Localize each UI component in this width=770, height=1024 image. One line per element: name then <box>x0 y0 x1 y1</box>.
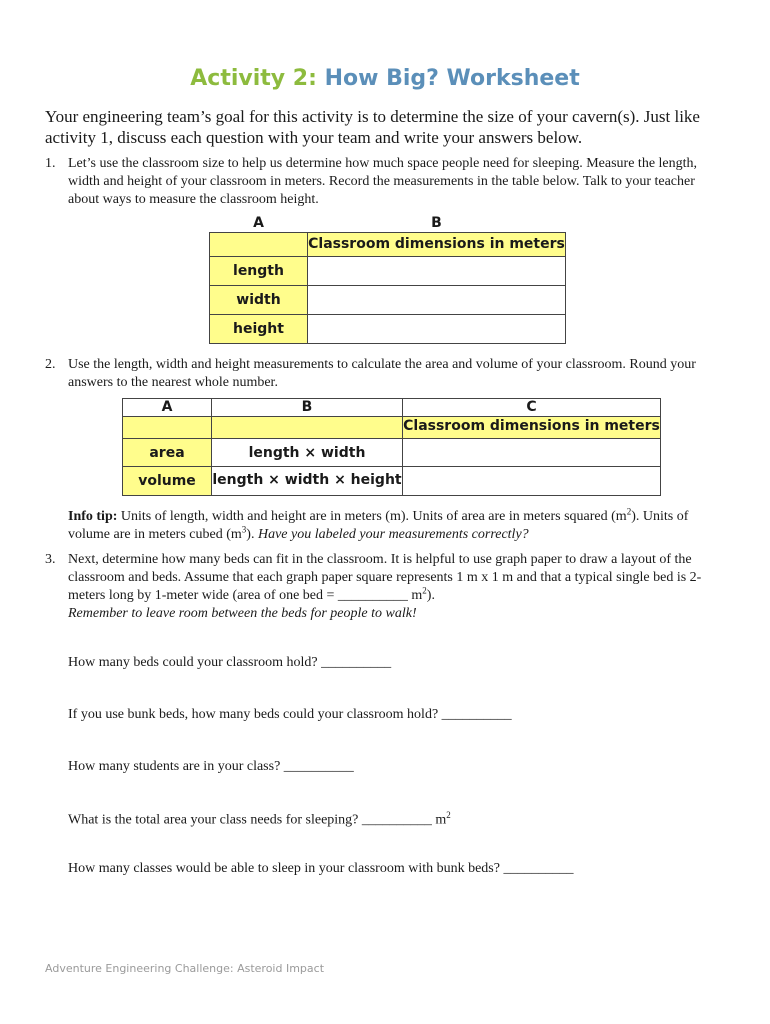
column-label-b: B <box>212 399 403 417</box>
question-3 <box>45 551 725 623</box>
question-number: 2. <box>45 357 56 372</box>
formula-volume: length × width × height <box>212 467 403 496</box>
answer-cell-volume[interactable] <box>403 467 661 496</box>
question-text: Let’s use the classroom size to help us determine how much space people need for sleeping. Measure the length, width and height of your classroom in meters. Record the measurements in the table below. Talk to your teacher about ways to measure the classroom height. <box>68 156 698 207</box>
header-cell-dimensions: Classroom dimensions in meters <box>403 417 661 439</box>
header-cell-empty <box>212 417 403 439</box>
question-classes[interactable]: How many classes would be able to sleep in your classroom with bunk beds? __________ <box>68 861 574 876</box>
question-students[interactable]: How many students are in your class? __________ <box>68 759 354 774</box>
question-text: Use the length, width and height measurements to calculate the area and volume of your classroom. Round your answers to the nearest whole number. <box>68 357 696 390</box>
formula-area: length × width <box>212 439 403 467</box>
question-total-area[interactable]: What is the total area your class needs for sleeping? __________ $m^2$ <box>68 810 451 828</box>
column-label-c: C <box>403 399 661 417</box>
page-footer: Adventure Engineering Challenge: Asteroid Impact <box>45 962 325 975</box>
info-tip: Info tip: Units of length, width and height are in meters (m). Units of area are in meters squared $(m^2)$. Units of volume are in meters cubed $(m^3)$. Have you labeled your measurements correctly? <box>68 506 689 542</box>
row-label-height: height <box>210 315 308 344</box>
title-activity-number: Activity 2: <box>190 66 317 91</box>
page-title <box>0 66 770 91</box>
header-cell-empty <box>123 417 212 439</box>
question-number: 1. <box>45 156 56 171</box>
row-label-width: width <box>210 286 308 315</box>
info-tip-reminder: Have you labeled your measurements correctly? <box>257 527 529 542</box>
question-2 <box>45 356 725 392</box>
answer-cell-length[interactable] <box>308 257 566 286</box>
row-label-volume: volume <box>123 467 212 496</box>
question-1 <box>45 155 725 209</box>
question-text: Next, determine how many beds can fit in the classroom. It is helpful to use graph paper to draw a layout of the classroom and beds. Assume that each graph paper square represents 1 m x 1 m and that a typical single bed is 2-meters long by 1-meter wide (area of one bed = __________ $m^2$). <box>68 552 702 603</box>
question-beds[interactable]: How many beds could your classroom hold? __________ <box>68 655 392 670</box>
answer-cell-height[interactable] <box>308 315 566 344</box>
dimensions-table <box>209 215 566 344</box>
question-reminder: Remember to leave room between the beds for people to walk! <box>68 606 417 621</box>
area-volume-table <box>122 398 661 496</box>
column-label-a: A <box>123 399 212 417</box>
column-label-a: A <box>253 215 264 231</box>
header-cell-dimensions: Classroom dimensions in meters <box>308 233 566 257</box>
header-cell-empty <box>210 233 308 257</box>
row-label-area: area <box>123 439 212 467</box>
title-worksheet-name: How Big? Worksheet <box>324 66 580 91</box>
info-tip-label: Info tip: <box>68 509 118 524</box>
row-label-length: length <box>210 257 308 286</box>
answer-cell-width[interactable] <box>308 286 566 315</box>
answer-cell-area[interactable] <box>403 439 661 467</box>
question-bunk-beds[interactable]: If you use bunk beds, how many beds could your classroom hold? __________ <box>68 707 512 722</box>
question-number: 3. <box>45 552 56 567</box>
intro-paragraph: Your engineering team’s goal for this activity is to determine the size of your cavern(s). Just like activity 1, discuss each question with your team and write your answers below. <box>45 107 700 147</box>
column-label-b: B <box>431 215 442 231</box>
